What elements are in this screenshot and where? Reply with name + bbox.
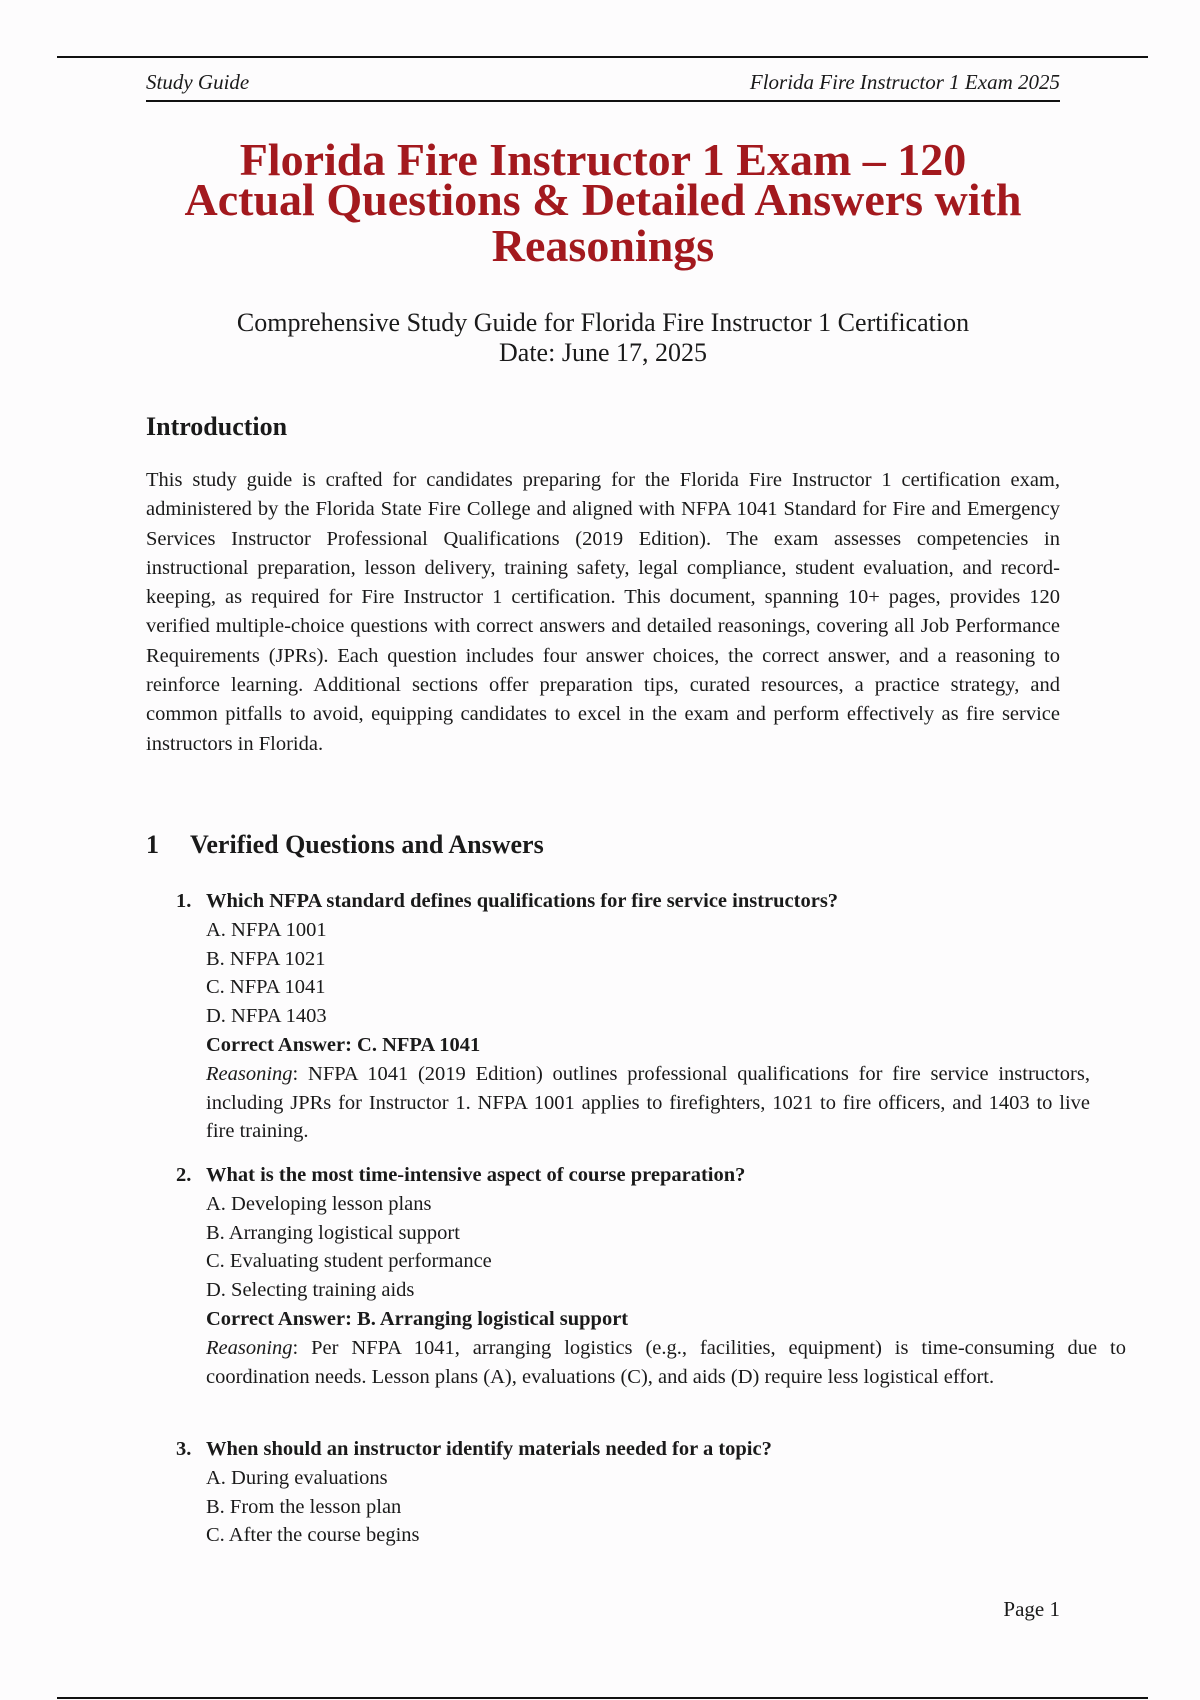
answer-option: B. From the lesson plan xyxy=(206,1495,402,1518)
question-number: 3. xyxy=(176,1438,192,1460)
question-item xyxy=(176,1161,1126,1391)
answer-option: A. Developing lesson plans xyxy=(206,1192,432,1215)
subtitle: Comprehensive Study Guide for Florida Fire Instructor 1 Certification xyxy=(236,308,970,337)
header-rule xyxy=(146,100,1060,102)
question-item xyxy=(176,1435,1116,1550)
title-line-1: Florida Fire Instructor 1 Exam – 120 xyxy=(239,134,967,185)
page-top-rule xyxy=(57,56,1148,58)
title-line-2: Actual Questions & Detailed Answers with xyxy=(184,174,1022,225)
answer-option: B. NFPA 1021 xyxy=(206,947,326,970)
answer-option: C. NFPA 1041 xyxy=(206,976,326,999)
reasoning xyxy=(206,1334,1126,1392)
answer-option: D. Selecting training aids xyxy=(206,1279,415,1302)
correct-answer: Correct Answer: B. Arranging logistical support xyxy=(206,1307,629,1330)
answer-option: A. NFPA 1001 xyxy=(206,918,327,941)
running-header-right: Florida Fire Instructor 1 Exam 2025 xyxy=(749,70,1060,94)
answer-option: D. NFPA 1403 xyxy=(206,1005,327,1028)
running-header-left: Study Guide xyxy=(146,70,250,94)
reasoning-label: Reasoning xyxy=(206,1062,293,1085)
answer-option: B. Arranging logistical support xyxy=(206,1221,460,1244)
introduction-heading: Introduction xyxy=(146,412,288,441)
question-text: Which NFPA standard defines qualifications for fire service instructors? xyxy=(206,890,839,912)
introduction-paragraph: This study guide is crafted for candidates preparing for the Florida Fire Instructor 1 certification exam, administered by the Florida State Fire College and aligned with NFPA 1041 Standard for Fire and Emergency Services Instructor Professional Qualifications (2019 Edition). The exam assesses competencies in instructional preparation, lesson delivery, training safety, legal compliance, student evaluation, and record-keeping, as required for Fire Instructor 1 certification. This document, spanning 10+ pages, provides 120 verified multiple-choice questions with correct answers and detailed reasonings, covering all Job Performance Requirements (JPRs). Each question includes four answer choices, the correct answer, and a reasoning to reinforce learning. Additional sections offer preparation tips, curated resources, a practice strategy, and common pitfalls to avoid, equipping candidates to excel in the exam and perform effectively as fire service instructors in Florida. xyxy=(146,469,1060,755)
answer-option: A. During evaluations xyxy=(206,1466,388,1489)
section-title: Verified Questions and Answers xyxy=(190,830,544,859)
question-number: 1. xyxy=(176,890,192,912)
document-date: Date: June 17, 2025 xyxy=(499,338,707,367)
answer-option: C. Evaluating student performance xyxy=(206,1250,492,1273)
answer-option: C. After the course begins xyxy=(206,1524,420,1547)
reasoning-label: Reasoning xyxy=(206,1336,293,1359)
question-number: 2. xyxy=(176,1164,192,1186)
document-title xyxy=(140,134,1066,271)
section-heading xyxy=(146,830,544,860)
question-text: What is the most time-intensive aspect of course preparation? xyxy=(206,1164,746,1186)
title-line-3: Reasonings xyxy=(491,220,715,271)
page-bottom-rule xyxy=(57,1697,1148,1699)
correct-answer: Correct Answer: C. NFPA 1041 xyxy=(206,1033,481,1056)
page-number: Page 1 xyxy=(1003,1597,1060,1621)
reasoning xyxy=(206,1060,1090,1146)
question-text: When should an instructor identify materials needed for a topic? xyxy=(206,1438,772,1460)
subtitle-block xyxy=(140,308,1066,368)
section-number: 1 xyxy=(146,830,159,859)
question-item xyxy=(176,887,1116,1146)
reasoning-text: : Per NFPA 1041, arranging logistics (e.g., facilities, equipment) is time-consuming due to coordination needs. Lesson plans (A), evaluations (C), and aids (D) require less logistical effort. xyxy=(206,1336,1126,1388)
reasoning-text: : NFPA 1041 (2019 Edition) outlines professional qualifications for fire service instructors, including JPRs for Instructor 1. NFPA 1001 applies to firefighters, 1021 to fire officers, and 1403 to live fire training. xyxy=(206,1062,1090,1143)
